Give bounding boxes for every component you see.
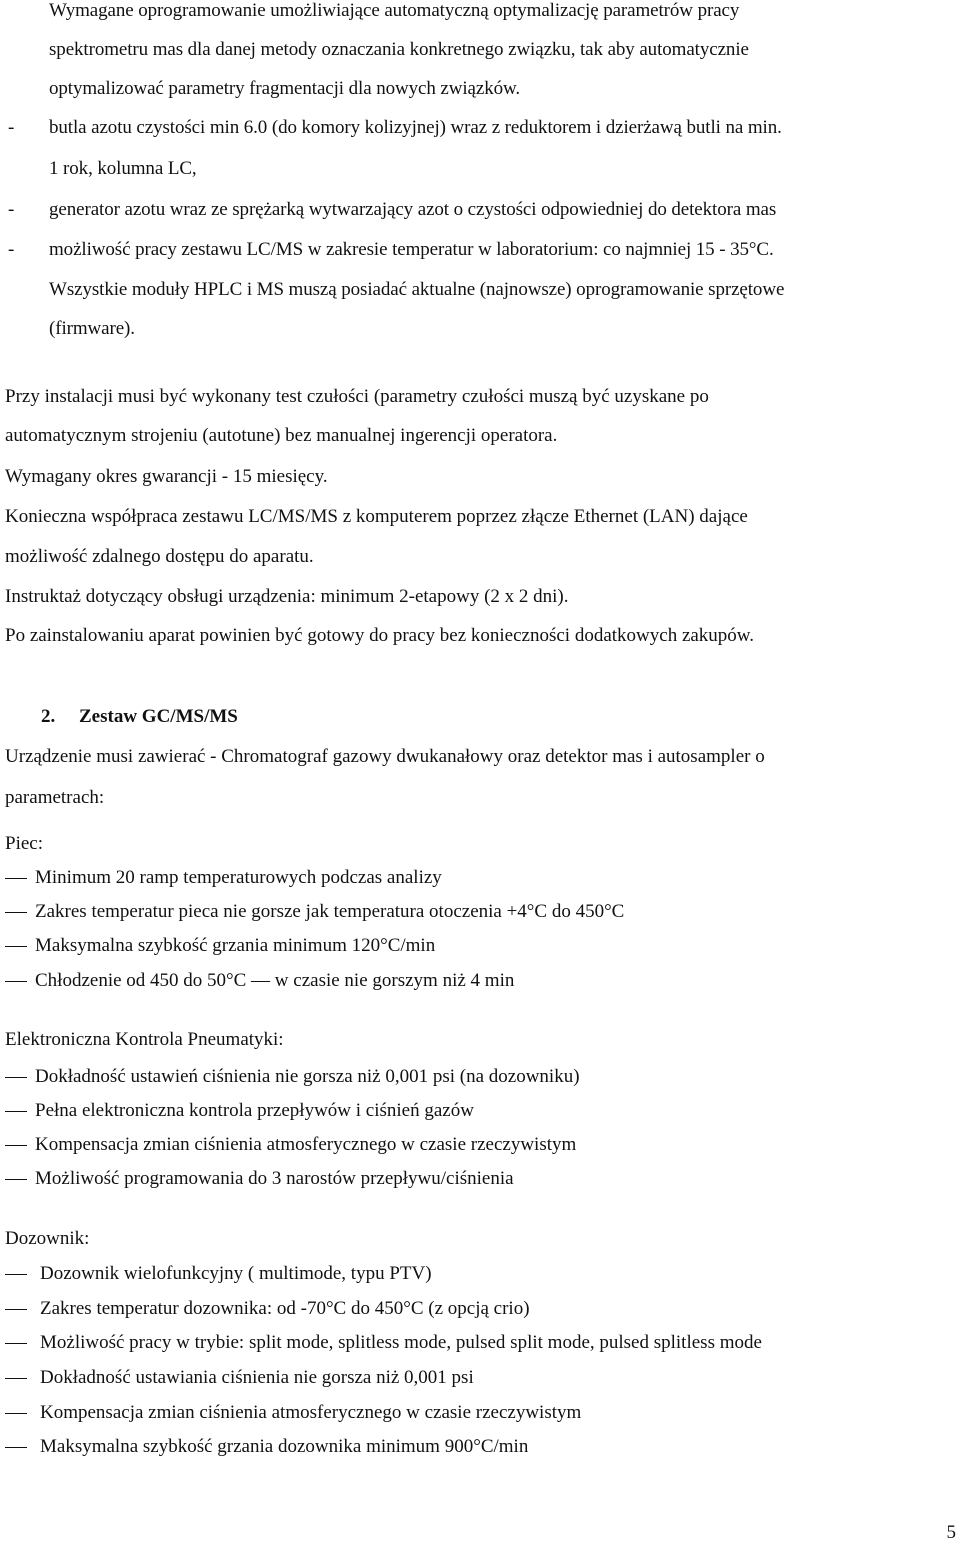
gc-intro-line-1: Urządzenie musi zawierać - Chromatograf gazowy dwukanałowy oraz detektor mas i autosampler o: [5, 746, 765, 767]
item-temperature: możliwość pracy zestawu LC/MS w zakresie temperatur w laboratorium: co najmniej 15 - 35°C.: [49, 239, 774, 260]
list-dash: [5, 981, 27, 982]
item-generator: generator azotu wraz ze sprężarką wytwarzający azot o czystości odpowiedniej do detektora mas: [49, 199, 777, 220]
page-number: 5: [946, 1522, 956, 1543]
oven-label: Piec:: [5, 833, 43, 854]
injector-item-2: Zakres temperatur dozownika: od -70°C do 450°C (z opcją crio): [40, 1298, 530, 1319]
list-dash: [5, 912, 27, 913]
list-dash: [5, 1413, 27, 1414]
list-dash: [5, 1111, 27, 1112]
list-dash: -: [8, 239, 15, 260]
list-dash: [5, 1447, 27, 1448]
firmware-line-2: (firmware).: [49, 318, 135, 339]
lc-intro-line-2: spektrometru mas dla danej metody oznaczania konkretnego związku, tak aby automatycznie: [49, 39, 749, 60]
lc-intro-line-1: Wymagane oprogramowanie umożliwiające automatyczną optymalizację parametrów pracy: [49, 0, 740, 21]
injector-item-3: Możliwość pracy w trybie: split mode, splitless mode, pulsed split mode, pulsed splitless mode: [40, 1332, 762, 1353]
gc-intro-line-2: parametrach:: [5, 787, 105, 808]
injector-item-6: Maksymalna szybkość grzania dozownika minimum 900°C/min: [40, 1436, 529, 1457]
gc-section-title: Zestaw GC/MS/MS: [79, 706, 238, 727]
oven-item-4: Chłodzenie od 450 do 50°C — w czasie nie gorszym niż 4 min: [35, 970, 515, 991]
gc-section-number: 2.: [41, 706, 56, 727]
pneumatics-item-1: Dokładność ustawień ciśnienia nie gorsza niż 0,001 psi (na dozowniku): [35, 1066, 580, 1087]
training-line: Instruktaż dotyczący obsługi urządzenia: minimum 2-etapowy (2 x 2 dni).: [5, 586, 569, 607]
sensitivity-line-1: Przy instalacji musi być wykonany test czułości (parametry czułości muszą być uzyskane po: [5, 386, 709, 407]
list-dash: -: [8, 199, 15, 220]
list-dash: [5, 1077, 27, 1078]
injector-item-1: Dozownik wielofunkcyjny ( multimode, typu PTV): [40, 1263, 432, 1284]
pneumatics-item-3: Kompensacja zmian ciśnienia atmosferycznego w czasie rzeczywistym: [35, 1134, 577, 1155]
list-dash: [5, 1179, 27, 1180]
ethernet-line-1: Konieczna współpraca zestawu LC/MS/MS z komputerem poprzez złącze Ethernet (LAN) dające: [5, 506, 748, 527]
ethernet-line-2: możliwość zdalnego dostępu do aparatu.: [5, 546, 314, 567]
list-dash: [5, 946, 27, 947]
oven-item-3: Maksymalna szybkość grzania minimum 120°C/min: [35, 935, 436, 956]
ready-line: Po zainstalowaniu aparat powinien być gotowy do pracy bez konieczności dodatkowych zakupów.: [5, 625, 755, 646]
pneumatics-item-2: Pełna elektroniczna kontrola przepływów i ciśnień gazów: [35, 1100, 474, 1121]
list-dash: [5, 1378, 27, 1379]
oven-item-2: Zakres temperatur pieca nie gorsze jak temperatura otoczenia +4°C do 450°C: [35, 901, 625, 922]
list-dash: [5, 1343, 27, 1344]
list-dash: [5, 878, 27, 879]
item-nitrogen-bottle: butla azotu czystości min 6.0 (do komory kolizyjnej) wraz z reduktorem i dzierżawą butli na min.: [49, 117, 782, 138]
list-dash: [5, 1274, 27, 1275]
list-dash: -: [8, 117, 15, 138]
list-dash: [5, 1145, 27, 1146]
injector-item-4: Dokładność ustawiania ciśnienia nie gorsza niż 0,001 psi: [40, 1367, 474, 1388]
pneumatics-item-4: Możliwość programowania do 3 narostów przepływu/ciśnienia: [35, 1168, 514, 1189]
lc-intro-line-3: optymalizować parametry fragmentacji dla nowych związków.: [49, 78, 521, 99]
sensitivity-line-2: automatycznym strojeniu (autotune) bez manualnej ingerencji operatora.: [5, 425, 558, 446]
pneumatics-label: Elektroniczna Kontrola Pneumatyki:: [5, 1029, 284, 1050]
oven-item-1: Minimum 20 ramp temperaturowych podczas analizy: [35, 867, 442, 888]
injector-item-5: Kompensacja zmian ciśnienia atmosferycznego w czasie rzeczywistym: [40, 1402, 582, 1423]
injector-label: Dozownik:: [5, 1228, 90, 1249]
firmware-line-1: Wszystkie moduły HPLC i MS muszą posiadać aktualne (najnowsze) oprogramowanie sprzętowe: [49, 279, 785, 300]
list-dash: [5, 1309, 27, 1310]
warranty-line: Wymagany okres gwarancji - 15 miesięcy.: [5, 466, 328, 487]
item-nitrogen-bottle-cont: 1 rok, kolumna LC,: [49, 158, 197, 179]
